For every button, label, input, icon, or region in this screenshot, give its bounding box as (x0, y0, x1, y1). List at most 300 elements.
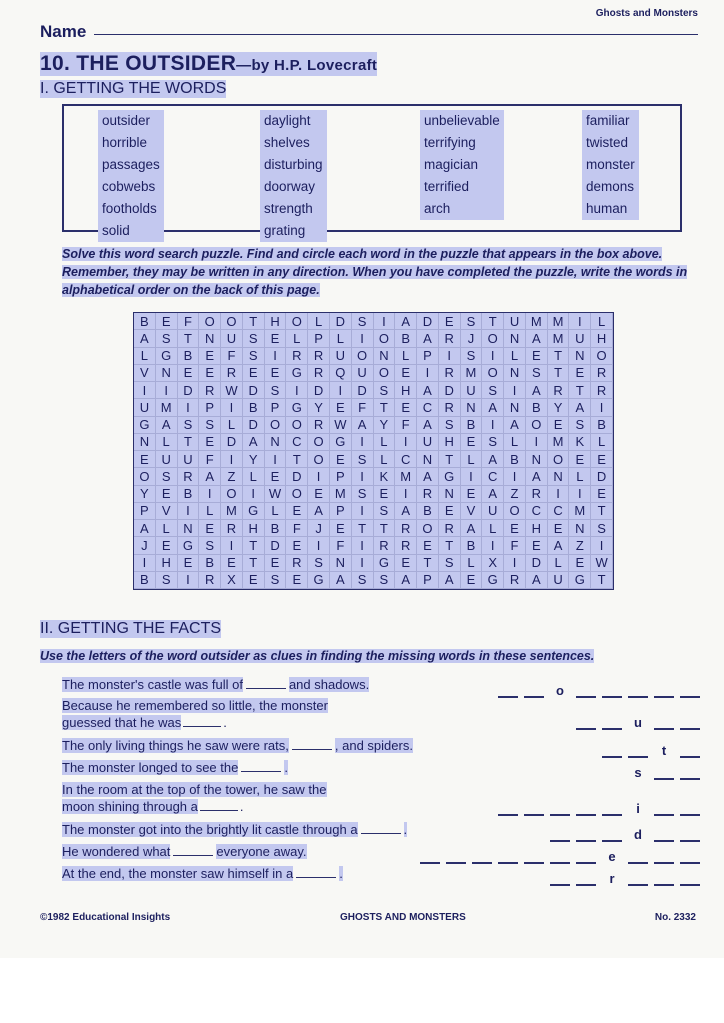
grid-cell[interactable]: L (374, 434, 396, 451)
grid-cell[interactable]: L (504, 348, 526, 365)
grid-cell[interactable]: U (221, 330, 243, 347)
grid-cell[interactable]: D (221, 434, 243, 451)
grid-cell[interactable]: Y (308, 399, 330, 416)
grid-cell[interactable]: A (134, 520, 156, 537)
grid-cell[interactable]: I (352, 434, 374, 451)
grid-cell[interactable]: X (221, 572, 243, 589)
grid-cell[interactable]: I (352, 330, 374, 347)
grid-cell[interactable]: S (199, 417, 221, 434)
answer-blank[interactable] (241, 760, 281, 772)
letter-slot[interactable] (576, 848, 596, 864)
letter-slot[interactable] (602, 826, 622, 842)
grid-cell[interactable]: E (134, 451, 156, 468)
grid-cell[interactable]: L (134, 348, 156, 365)
grid-cell[interactable]: A (526, 382, 548, 399)
grid-cell[interactable]: B (461, 537, 483, 554)
letter-slot[interactable] (680, 764, 700, 780)
grid-cell[interactable]: E (461, 434, 483, 451)
grid-cell[interactable]: E (286, 503, 308, 520)
grid-cell[interactable]: R (548, 382, 570, 399)
grid-cell[interactable]: L (221, 417, 243, 434)
grid-cell[interactable]: F (330, 537, 352, 554)
letter-slot[interactable] (472, 848, 492, 864)
grid-cell[interactable]: M (461, 365, 483, 382)
grid-cell[interactable]: R (199, 382, 221, 399)
grid-cell[interactable]: R (221, 365, 243, 382)
grid-cell[interactable]: R (199, 572, 221, 589)
grid-cell[interactable]: A (308, 503, 330, 520)
grid-cell[interactable]: E (526, 537, 548, 554)
grid-cell[interactable]: T (374, 520, 396, 537)
grid-cell[interactable]: E (265, 365, 287, 382)
grid-cell[interactable]: K (374, 468, 396, 485)
grid-cell[interactable]: O (286, 417, 308, 434)
grid-cell[interactable]: U (569, 330, 591, 347)
grid-cell[interactable]: L (482, 520, 504, 537)
grid-cell[interactable]: M (548, 313, 570, 330)
grid-cell[interactable]: N (156, 365, 178, 382)
grid-cell[interactable]: T (178, 434, 200, 451)
grid-cell[interactable]: A (395, 313, 417, 330)
grid-cell[interactable]: E (156, 486, 178, 503)
grid-cell[interactable]: S (199, 537, 221, 554)
grid-cell[interactable]: D (178, 382, 200, 399)
grid-cell[interactable]: E (286, 537, 308, 554)
grid-cell[interactable]: B (243, 399, 265, 416)
grid-cell[interactable]: U (330, 348, 352, 365)
grid-cell[interactable]: A (461, 520, 483, 537)
grid-cell[interactable]: T (374, 399, 396, 416)
grid-cell[interactable]: L (504, 434, 526, 451)
grid-cell[interactable]: O (374, 330, 396, 347)
answer-slots[interactable] (628, 764, 700, 780)
grid-cell[interactable]: E (439, 503, 461, 520)
grid-cell[interactable]: Y (134, 486, 156, 503)
grid-cell[interactable]: P (330, 468, 352, 485)
grid-cell[interactable]: M (526, 313, 548, 330)
letter-slot[interactable] (602, 714, 622, 730)
grid-cell[interactable]: L (591, 434, 613, 451)
letter-slot[interactable] (680, 870, 700, 886)
grid-cell[interactable]: I (156, 382, 178, 399)
grid-cell[interactable]: S (265, 572, 287, 589)
grid-cell[interactable]: R (591, 382, 613, 399)
letter-slot[interactable] (680, 826, 700, 842)
grid-cell[interactable]: C (417, 399, 439, 416)
grid-cell[interactable]: W (221, 382, 243, 399)
grid-cell[interactable]: S (439, 417, 461, 434)
letter-slot[interactable] (498, 848, 518, 864)
grid-cell[interactable]: A (395, 572, 417, 589)
grid-cell[interactable]: L (374, 451, 396, 468)
grid-cell[interactable]: L (461, 555, 483, 572)
grid-cell[interactable]: G (178, 537, 200, 554)
grid-cell[interactable]: D (417, 313, 439, 330)
grid-cell[interactable]: D (243, 417, 265, 434)
answer-blank[interactable] (173, 844, 213, 856)
grid-cell[interactable]: L (591, 313, 613, 330)
grid-cell[interactable]: G (134, 417, 156, 434)
grid-cell[interactable]: O (221, 313, 243, 330)
grid-cell[interactable]: K (569, 434, 591, 451)
grid-cell[interactable]: O (199, 313, 221, 330)
grid-cell[interactable]: E (330, 451, 352, 468)
grid-cell[interactable]: O (134, 468, 156, 485)
grid-cell[interactable]: S (526, 365, 548, 382)
grid-cell[interactable]: O (526, 417, 548, 434)
grid-cell[interactable]: V (156, 503, 178, 520)
grid-cell[interactable]: N (526, 451, 548, 468)
grid-cell[interactable]: A (417, 330, 439, 347)
answer-blank[interactable] (296, 866, 336, 878)
letter-slot[interactable] (654, 714, 674, 730)
grid-cell[interactable]: A (156, 417, 178, 434)
grid-cell[interactable]: T (548, 365, 570, 382)
grid-cell[interactable]: Y (243, 451, 265, 468)
grid-cell[interactable]: A (395, 503, 417, 520)
answer-slots[interactable] (550, 826, 700, 842)
grid-cell[interactable]: I (134, 382, 156, 399)
grid-cell[interactable]: N (504, 365, 526, 382)
grid-cell[interactable]: T (439, 537, 461, 554)
grid-cell[interactable]: E (569, 555, 591, 572)
grid-cell[interactable]: T (439, 451, 461, 468)
grid-cell[interactable]: I (286, 382, 308, 399)
letter-slot[interactable] (602, 682, 622, 698)
letter-slot[interactable] (628, 742, 648, 758)
grid-cell[interactable]: O (482, 365, 504, 382)
grid-cell[interactable]: F (199, 451, 221, 468)
grid-cell[interactable]: E (199, 365, 221, 382)
letter-slot[interactable] (680, 742, 700, 758)
grid-cell[interactable]: A (417, 417, 439, 434)
letter-slot[interactable] (680, 682, 700, 698)
grid-cell[interactable]: E (395, 365, 417, 382)
grid-cell[interactable]: H (243, 520, 265, 537)
grid-cell[interactable]: E (243, 365, 265, 382)
grid-cell[interactable]: A (526, 330, 548, 347)
grid-cell[interactable]: S (482, 382, 504, 399)
grid-cell[interactable]: E (439, 313, 461, 330)
grid-cell[interactable]: R (395, 520, 417, 537)
grid-cell[interactable]: S (156, 330, 178, 347)
grid-cell[interactable]: U (134, 399, 156, 416)
grid-cell[interactable]: D (591, 468, 613, 485)
grid-cell[interactable]: A (199, 468, 221, 485)
grid-cell[interactable]: B (134, 572, 156, 589)
letter-slot[interactable] (654, 870, 674, 886)
grid-cell[interactable]: I (221, 451, 243, 468)
grid-cell[interactable]: L (243, 468, 265, 485)
letter-slot[interactable] (550, 826, 570, 842)
grid-cell[interactable]: T (548, 348, 570, 365)
grid-cell[interactable]: H (395, 382, 417, 399)
grid-cell[interactable]: A (439, 572, 461, 589)
grid-cell[interactable]: I (178, 572, 200, 589)
grid-cell[interactable]: N (199, 330, 221, 347)
grid-cell[interactable]: I (482, 537, 504, 554)
letter-slot[interactable] (654, 848, 674, 864)
grid-cell[interactable]: R (308, 348, 330, 365)
grid-cell[interactable]: X (482, 555, 504, 572)
grid-cell[interactable]: R (395, 537, 417, 554)
grid-cell[interactable]: O (286, 313, 308, 330)
grid-cell[interactable]: E (330, 399, 352, 416)
grid-cell[interactable]: E (178, 555, 200, 572)
grid-cell[interactable]: B (526, 399, 548, 416)
grid-cell[interactable]: O (417, 520, 439, 537)
grid-cell[interactable]: M (156, 399, 178, 416)
grid-cell[interactable]: Y (548, 399, 570, 416)
grid-cell[interactable]: S (352, 572, 374, 589)
grid-cell[interactable]: C (526, 503, 548, 520)
grid-cell[interactable]: I (374, 313, 396, 330)
grid-cell[interactable]: A (526, 468, 548, 485)
grid-cell[interactable]: B (178, 348, 200, 365)
grid-cell[interactable]: T (591, 503, 613, 520)
grid-cell[interactable]: A (482, 451, 504, 468)
letter-slot[interactable] (628, 870, 648, 886)
grid-cell[interactable]: G (439, 468, 461, 485)
letter-slot[interactable] (524, 682, 544, 698)
grid-cell[interactable]: L (156, 520, 178, 537)
grid-cell[interactable]: R (374, 537, 396, 554)
grid-cell[interactable]: R (504, 572, 526, 589)
grid-cell[interactable]: F (504, 537, 526, 554)
grid-cell[interactable]: G (374, 555, 396, 572)
grid-cell[interactable]: O (591, 348, 613, 365)
letter-slot[interactable] (680, 800, 700, 816)
grid-cell[interactable]: T (243, 313, 265, 330)
grid-cell[interactable]: G (286, 399, 308, 416)
grid-cell[interactable]: L (265, 503, 287, 520)
grid-cell[interactable]: O (265, 417, 287, 434)
grid-cell[interactable]: I (439, 348, 461, 365)
grid-cell[interactable]: G (330, 434, 352, 451)
grid-cell[interactable]: I (504, 555, 526, 572)
grid-cell[interactable]: Z (569, 537, 591, 554)
grid-cell[interactable]: I (308, 468, 330, 485)
letter-slot[interactable] (602, 742, 622, 758)
grid-cell[interactable]: A (352, 417, 374, 434)
grid-cell[interactable]: N (461, 399, 483, 416)
letter-slot[interactable] (602, 800, 622, 816)
grid-cell[interactable]: D (308, 382, 330, 399)
grid-cell[interactable]: G (156, 348, 178, 365)
grid-cell[interactable]: S (439, 555, 461, 572)
letter-slot[interactable] (550, 800, 570, 816)
letter-slot[interactable] (628, 682, 648, 698)
grid-cell[interactable]: I (352, 555, 374, 572)
grid-cell[interactable]: E (548, 520, 570, 537)
grid-cell[interactable]: D (265, 537, 287, 554)
grid-cell[interactable]: A (548, 537, 570, 554)
grid-cell[interactable]: D (526, 555, 548, 572)
grid-cell[interactable]: E (395, 399, 417, 416)
grid-cell[interactable]: Y (374, 417, 396, 434)
grid-cell[interactable]: E (265, 330, 287, 347)
grid-cell[interactable]: S (569, 417, 591, 434)
grid-cell[interactable]: Q (330, 365, 352, 382)
grid-cell[interactable]: O (286, 486, 308, 503)
letter-slot[interactable] (524, 848, 544, 864)
grid-cell[interactable]: I (591, 399, 613, 416)
grid-cell[interactable]: N (330, 555, 352, 572)
grid-cell[interactable]: A (417, 468, 439, 485)
grid-cell[interactable]: I (504, 382, 526, 399)
grid-cell[interactable]: E (265, 468, 287, 485)
grid-cell[interactable]: R (439, 330, 461, 347)
grid-cell[interactable]: P (134, 503, 156, 520)
grid-cell[interactable]: B (265, 520, 287, 537)
grid-cell[interactable]: O (308, 434, 330, 451)
grid-cell[interactable]: J (461, 330, 483, 347)
grid-cell[interactable]: G (308, 572, 330, 589)
grid-cell[interactable]: T (352, 520, 374, 537)
grid-cell[interactable]: A (482, 486, 504, 503)
grid-cell[interactable]: I (221, 537, 243, 554)
grid-cell[interactable]: S (352, 451, 374, 468)
grid-cell[interactable]: H (156, 555, 178, 572)
answer-slots[interactable] (550, 870, 700, 886)
grid-cell[interactable]: N (504, 330, 526, 347)
grid-cell[interactable]: H (265, 313, 287, 330)
grid-cell[interactable]: R (417, 486, 439, 503)
grid-cell[interactable]: I (221, 399, 243, 416)
grid-cell[interactable]: N (569, 520, 591, 537)
grid-cell[interactable]: O (482, 330, 504, 347)
grid-cell[interactable]: U (352, 365, 374, 382)
grid-cell[interactable]: V (134, 365, 156, 382)
grid-cell[interactable]: I (569, 486, 591, 503)
grid-cell[interactable]: F (221, 348, 243, 365)
grid-cell[interactable]: T (569, 382, 591, 399)
answer-slots[interactable] (576, 714, 700, 730)
grid-cell[interactable]: E (199, 434, 221, 451)
letter-slot[interactable] (654, 764, 674, 780)
grid-cell[interactable]: C (548, 503, 570, 520)
letter-slot[interactable] (550, 848, 570, 864)
grid-cell[interactable]: E (199, 520, 221, 537)
grid-cell[interactable]: F (178, 313, 200, 330)
grid-cell[interactable]: T (482, 313, 504, 330)
grid-cell[interactable]: S (243, 330, 265, 347)
grid-cell[interactable]: L (569, 468, 591, 485)
grid-cell[interactable]: U (548, 572, 570, 589)
grid-cell[interactable]: E (178, 365, 200, 382)
answer-blank[interactable] (183, 715, 221, 727)
grid-cell[interactable]: T (243, 537, 265, 554)
letter-slot[interactable] (524, 800, 544, 816)
grid-cell[interactable]: A (417, 382, 439, 399)
answer-slots[interactable] (602, 742, 700, 758)
grid-cell[interactable]: E (569, 451, 591, 468)
grid-cell[interactable]: U (417, 434, 439, 451)
letter-slot[interactable] (446, 848, 466, 864)
grid-cell[interactable]: D (330, 313, 352, 330)
grid-cell[interactable]: E (374, 486, 396, 503)
grid-cell[interactable]: F (352, 399, 374, 416)
grid-cell[interactable]: I (265, 348, 287, 365)
grid-cell[interactable]: C (395, 451, 417, 468)
grid-cell[interactable]: A (243, 434, 265, 451)
grid-cell[interactable]: L (199, 503, 221, 520)
letter-slot[interactable] (680, 714, 700, 730)
grid-cell[interactable]: I (395, 486, 417, 503)
grid-cell[interactable]: N (134, 434, 156, 451)
grid-cell[interactable]: L (461, 451, 483, 468)
grid-cell[interactable]: G (569, 572, 591, 589)
grid-cell[interactable]: I (548, 486, 570, 503)
grid-cell[interactable]: S (482, 434, 504, 451)
grid-cell[interactable]: I (352, 503, 374, 520)
grid-cell[interactable]: E (591, 486, 613, 503)
grid-cell[interactable]: V (461, 503, 483, 520)
grid-cell[interactable]: T (178, 330, 200, 347)
grid-cell[interactable]: P (199, 399, 221, 416)
grid-cell[interactable]: N (569, 348, 591, 365)
grid-cell[interactable]: T (286, 451, 308, 468)
grid-cell[interactable]: B (504, 451, 526, 468)
grid-cell[interactable]: O (548, 451, 570, 468)
grid-cell[interactable]: S (352, 313, 374, 330)
grid-cell[interactable]: O (374, 365, 396, 382)
answer-blank[interactable] (200, 799, 238, 811)
grid-cell[interactable]: S (243, 348, 265, 365)
grid-cell[interactable]: I (482, 417, 504, 434)
grid-cell[interactable]: E (417, 537, 439, 554)
grid-cell[interactable]: S (374, 503, 396, 520)
grid-cell[interactable]: R (286, 555, 308, 572)
grid-cell[interactable]: A (134, 330, 156, 347)
grid-cell[interactable]: A (330, 572, 352, 589)
grid-cell[interactable]: O (504, 503, 526, 520)
grid-cell[interactable]: H (526, 520, 548, 537)
grid-cell[interactable]: C (286, 434, 308, 451)
grid-cell[interactable]: L (308, 313, 330, 330)
grid-cell[interactable]: D (243, 382, 265, 399)
grid-cell[interactable]: I (178, 503, 200, 520)
grid-cell[interactable]: E (156, 537, 178, 554)
grid-cell[interactable]: E (221, 555, 243, 572)
grid-cell[interactable]: S (178, 417, 200, 434)
grid-cell[interactable]: W (330, 417, 352, 434)
letter-slot[interactable] (654, 800, 674, 816)
grid-cell[interactable]: E (199, 348, 221, 365)
grid-cell[interactable]: R (308, 417, 330, 434)
grid-cell[interactable]: U (178, 451, 200, 468)
letter-slot[interactable] (498, 682, 518, 698)
grid-cell[interactable]: J (134, 537, 156, 554)
grid-cell[interactable]: I (352, 537, 374, 554)
grid-cell[interactable]: I (265, 451, 287, 468)
grid-cell[interactable]: D (439, 382, 461, 399)
grid-cell[interactable]: T (243, 555, 265, 572)
grid-cell[interactable]: A (504, 417, 526, 434)
grid-cell[interactable]: E (591, 451, 613, 468)
letter-slot[interactable] (576, 714, 596, 730)
grid-cell[interactable]: U (461, 382, 483, 399)
letter-slot[interactable] (420, 848, 440, 864)
grid-cell[interactable]: B (178, 486, 200, 503)
grid-cell[interactable]: O (221, 486, 243, 503)
grid-cell[interactable]: M (395, 468, 417, 485)
grid-cell[interactable]: P (417, 348, 439, 365)
grid-cell[interactable]: I (352, 468, 374, 485)
grid-cell[interactable]: E (286, 572, 308, 589)
grid-cell[interactable]: E (308, 486, 330, 503)
grid-cell[interactable]: D (352, 382, 374, 399)
